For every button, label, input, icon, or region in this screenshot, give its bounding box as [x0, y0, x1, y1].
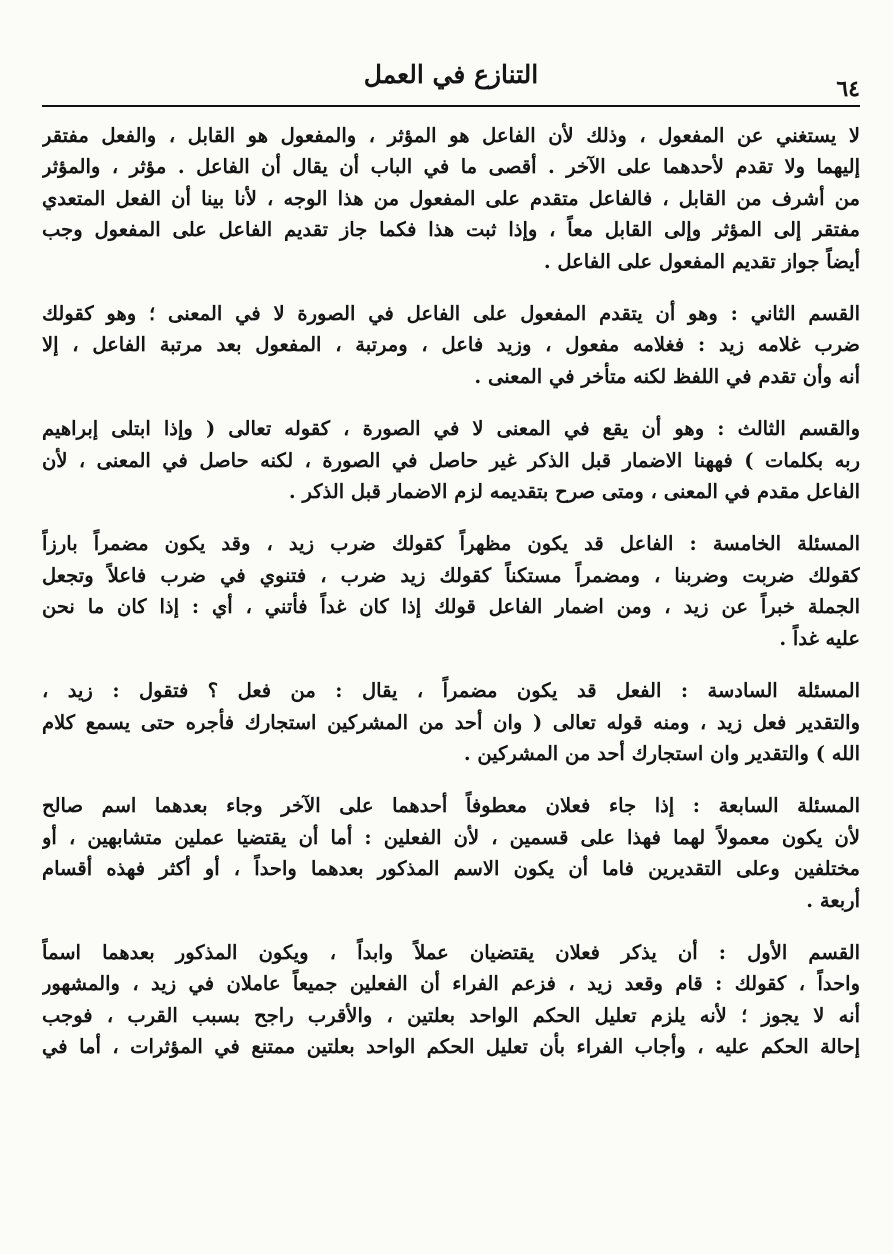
- paragraph-6: [42, 790, 860, 916]
- text-line: القسم الأول : أن يذكر فعلان يقتضيان عملاً وابداً ، ويكون المذكور بعدهما اسماً: [42, 940, 860, 964]
- text-line: المسئلة الخامسة : الفاعل قد يكون مظهراً كقولك ضرب زيد ، وقد يكون مضمراً بارزاً: [42, 532, 860, 556]
- text-line: كقولك ضربت وضربنا ، ومضمراً مستكناً كقولك زيد ضرب ، فتنوي في ضرب فاعلاً وتجعل: [42, 563, 860, 587]
- text-line: الله ) والتقدير وان استجارك أحد من المشركين .: [463, 741, 860, 765]
- text-line: المسئلة السادسة : الفعل قد يكون مضمراً ، يقال : من فعل ؟ فتقول : زيد ،: [42, 679, 860, 703]
- page-number: ٦٤: [836, 76, 860, 102]
- text-line: القسم الثاني : وهو أن يتقدم المفعول على الفاعل في الصورة لا في المعنى ؛ وهو كقولك: [42, 302, 860, 326]
- text-line: أيضاً جواز تقديم المفعول على الفاعل .: [543, 249, 860, 273]
- page-header: [42, 52, 860, 107]
- text-line: من أشرف من القابل ، فالفاعل متقدم على المفعول من هذا الوجه ، لأنا بينا أن الفعل المتعدي: [42, 186, 860, 210]
- paragraph-4: [42, 528, 860, 654]
- paragraph-1: [42, 120, 860, 277]
- body-text: [42, 120, 860, 1063]
- text-line: ربه بكلمات ) فههنا الاضمار قبل الذكر غير حاصل في الصورة ، لكنه حاصل في المعنى ، لأن: [42, 448, 860, 472]
- text-line: أنه لا يجوز ؛ لأنه يلزم تعليل الحكم الواحد بعلتين ، والأقرب راجح بسبب القرب ، فوجب: [42, 1003, 860, 1027]
- text-line: والتقدير فعل زيد ، ومنه قوله تعالى ( وان أحد من المشركين استجارك فأجره حتى يسمع كلام: [42, 710, 860, 734]
- text-line: المسئلة السابعة : إذا جاء فعلان معطوفاً أحدهما على الآخر وجاء بعدهما اسم صالح: [42, 794, 860, 818]
- header-rule: [42, 105, 860, 107]
- text-line: الجملة خبراً عن زيد ، ومن اضمار الفاعل قولك إذا كان غداً فأتني ، أي : إذا كان ما نحن: [42, 595, 860, 619]
- text-line: لا يستغني عن المفعول ، وذلك لأن الفاعل هو المؤثر ، والمفعول هو القابل ، والفعل مفتقر: [42, 124, 860, 147]
- text-line: إحالة الحكم عليه ، وأجاب الفراء بأن تعليل الحكم الواحد بعلتين ممتنع في المؤثرات ، أما في: [42, 1035, 860, 1059]
- paragraph-2: [42, 298, 860, 392]
- text-line: لأن يكون معمولاً لهما فهذا على قسمين ، لأن الفعلين : أما أن يقتضيا عملين متشابهين ، أو: [42, 825, 860, 849]
- text-line: مفتقر إلى المؤثر وإلى القابل معاً ، وإذا ثبت هذا فكما جاز تقديم الفاعل على المفعول وجب: [42, 218, 860, 242]
- text-line: مختلفين وعلى التقديرين فاما أن يكون الاسم المذكور بعدهما واحداً ، أو أكثر فهذه أقسام: [42, 857, 860, 881]
- text-line: واحداً ، كقولك : قام وقعد زيد ، فزعم الفراء أن الفعلين جميعاً عاملان في زيد ، والمشهور: [42, 972, 860, 996]
- text-line: عليه غداً .: [779, 626, 860, 650]
- text-line: ضرب غلامه زيد : فغلامه مفعول ، وزيد فاعل ، ومرتبة ، المفعول بعد مرتبة الفاعل ، إلا: [42, 333, 860, 357]
- paragraph-3: [42, 413, 860, 507]
- text-line: إليهما ولا تقدم لأحدهما على الآخر . أقصى ما في الباب أن يقال أن الفاعل . مؤثر ، والمؤثر: [42, 155, 860, 179]
- paragraph-7: [42, 937, 860, 1063]
- running-title: التنازع في العمل: [363, 60, 539, 89]
- paragraph-5: [42, 675, 860, 769]
- text-line: أربعة .: [806, 888, 860, 912]
- text-line: والقسم الثالث : وهو أن يقع في المعنى لا في الصورة ، كقوله تعالى ( وإذا ابتلى إبراهيم: [42, 417, 860, 441]
- text-line: الفاعل مقدم في المعنى ، ومتى صرح بتقديمه لزم الاضمار قبل الذكر .: [288, 480, 860, 504]
- text-line: أنه وأن تقدم في اللفظ لكنه متأخر في المعنى .: [474, 364, 860, 388]
